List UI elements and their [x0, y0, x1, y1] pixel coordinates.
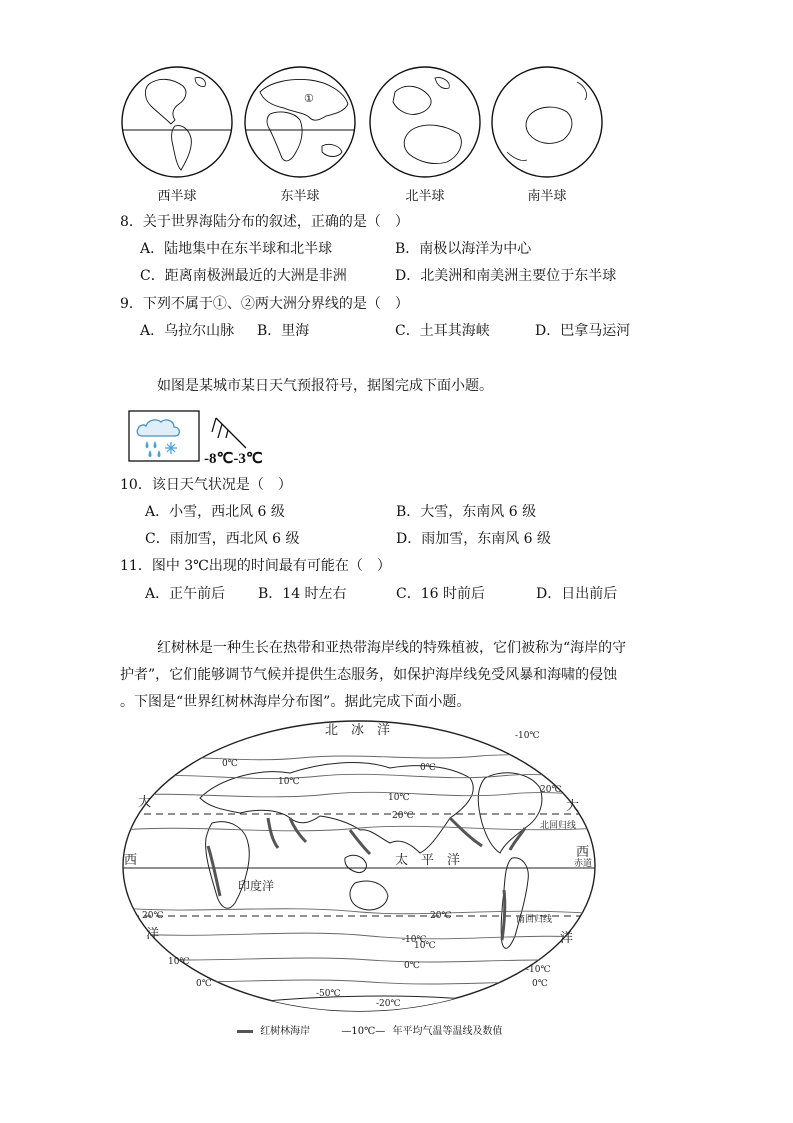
temperature-range: -8℃-3℃ [204, 451, 263, 467]
question-8-option-a[interactable]: A．陆地集中在东半球和北半球 [140, 241, 333, 257]
isotherm-label: 0℃ [222, 759, 238, 769]
isotherm-label: 20℃ [540, 785, 562, 795]
mangrove-intro-line-1: 红树林是一种生长在热带和亚热带海岸线的特殊植被，它们被称为“海岸的守 [157, 640, 627, 656]
question-8-option-d[interactable]: D．北美洲和南美洲主要位于东半球 [395, 268, 617, 284]
isotherm-label: -10℃ [526, 965, 551, 975]
weather-intro-text: 如图是某城市某日天气预报符号，据图完成下面小题。 [157, 378, 493, 394]
legend-mangrove-label: 红树林海岸 [260, 1026, 311, 1037]
southern-hemisphere-globe [492, 67, 602, 177]
label-atlantic-da-right: 大 [566, 799, 580, 814]
isotherm-label: 0℃ [404, 961, 420, 971]
hemisphere-label-east: 东半球 [280, 189, 320, 204]
legend-isotherm-label: 年平均气温等温线及数值 [392, 1026, 503, 1037]
isotherm-label: -20℃ [376, 999, 401, 1009]
continent-marker-1: ① [304, 92, 314, 105]
isotherm-label: 10℃ [414, 941, 436, 951]
hemisphere-globes-figure [115, 62, 615, 187]
legend-mangrove-swatch [237, 1030, 253, 1033]
question-10-option-b[interactable]: B．大雪，东南风 6 级 [396, 504, 537, 520]
label-indian-ocean: 印度洋 [238, 879, 275, 893]
isotherm-label: 20℃ [142, 911, 164, 921]
question-11-stem: 11．图中 3℃出现的时间最有可能在（ ） [120, 558, 391, 574]
hemisphere-label-west: 西半球 [157, 189, 197, 204]
question-8-option-c[interactable]: C．距离南极洲最近的大洲是非洲 [140, 268, 347, 284]
wind-barb-icon [212, 418, 246, 448]
label-atlantic-xi-left: 西 [124, 853, 138, 868]
label-tropic-north: 北回归线 [540, 821, 577, 831]
northern-hemisphere-globe [370, 67, 480, 177]
label-atlantic-xi-right: 西 [576, 845, 590, 860]
label-pacific-ocean: 太 平 洋 [395, 853, 461, 868]
question-10-option-d[interactable]: D．雨加雪，东南风 6 级 [396, 531, 552, 547]
hemisphere-label-north: 北半球 [405, 189, 445, 204]
isotherm-label: 20℃ [430, 911, 452, 921]
isotherm-label: 10℃ [168, 957, 190, 967]
question-8-option-b[interactable]: B．南极以海洋为中心 [395, 241, 532, 257]
question-9-option-c[interactable]: C．土耳其海峡 [395, 323, 490, 339]
mangrove-intro-line-3: 。下图是“世界红树林海岸分布图”。据此完成下面小题。 [120, 694, 471, 710]
question-11-option-d[interactable]: D．日出前后 [536, 586, 618, 602]
world-mangrove-map [120, 718, 600, 1048]
question-10-option-a[interactable]: A．小雪，西北风 6 级 [145, 504, 285, 520]
question-11-option-c[interactable]: C．16 时前后 [396, 586, 485, 602]
label-equator: 赤道 [574, 859, 593, 869]
label-atlantic-da-left: 大 [138, 795, 152, 810]
label-atlantic-yang-right: 洋 [560, 931, 574, 946]
isotherm-label: -50℃ [316, 989, 341, 999]
western-hemisphere-globe [122, 67, 232, 177]
question-9-stem: 9．下列不属于①、②两大洲分界线的是（ ） [120, 296, 409, 312]
isotherm-label: -10℃ [515, 731, 540, 741]
label-arctic-ocean: 北 冰 洋 [325, 723, 391, 738]
legend-isotherm-sample: —10℃— [341, 1026, 386, 1037]
question-9-option-b[interactable]: B．里海 [257, 323, 310, 339]
isotherm-label: 20℃ [392, 811, 414, 821]
question-11-option-a[interactable]: A．正午前后 [145, 586, 226, 602]
isotherm-label: 10℃ [388, 793, 410, 803]
question-10-stem: 10．该日天气状况是（ ） [120, 477, 292, 493]
question-11-option-b[interactable]: B．14 时左右 [258, 586, 347, 602]
question-10-option-c[interactable]: C．雨加雪，西北风 6 级 [145, 531, 300, 547]
isotherm-label: 0℃ [420, 763, 436, 773]
eastern-hemisphere-globe [245, 67, 355, 177]
question-9-option-d[interactable]: D．巴拿马运河 [535, 323, 631, 339]
isotherm-label: -10℃ [402, 935, 427, 945]
label-atlantic-yang-left: 洋 [146, 927, 160, 942]
question-8-stem: 8．关于世界海陆分布的叙述，正确的是（ ） [120, 214, 409, 230]
label-tropic-south: 南回归线 [516, 915, 553, 925]
mangrove-intro-line-2: 护者”，它们能够调节气候并提供生态服务，如保护海岸线免受风暴和海啸的侵蚀 [120, 667, 618, 683]
map-legend [237, 1022, 537, 1038]
isotherm-label: 0℃ [196, 979, 212, 989]
hemisphere-label-south: 南半球 [527, 189, 567, 204]
isotherm-label: 0℃ [532, 979, 548, 989]
question-9-option-a[interactable]: A．乌拉尔山脉 [140, 323, 235, 339]
isotherm-label: 10℃ [278, 777, 300, 787]
